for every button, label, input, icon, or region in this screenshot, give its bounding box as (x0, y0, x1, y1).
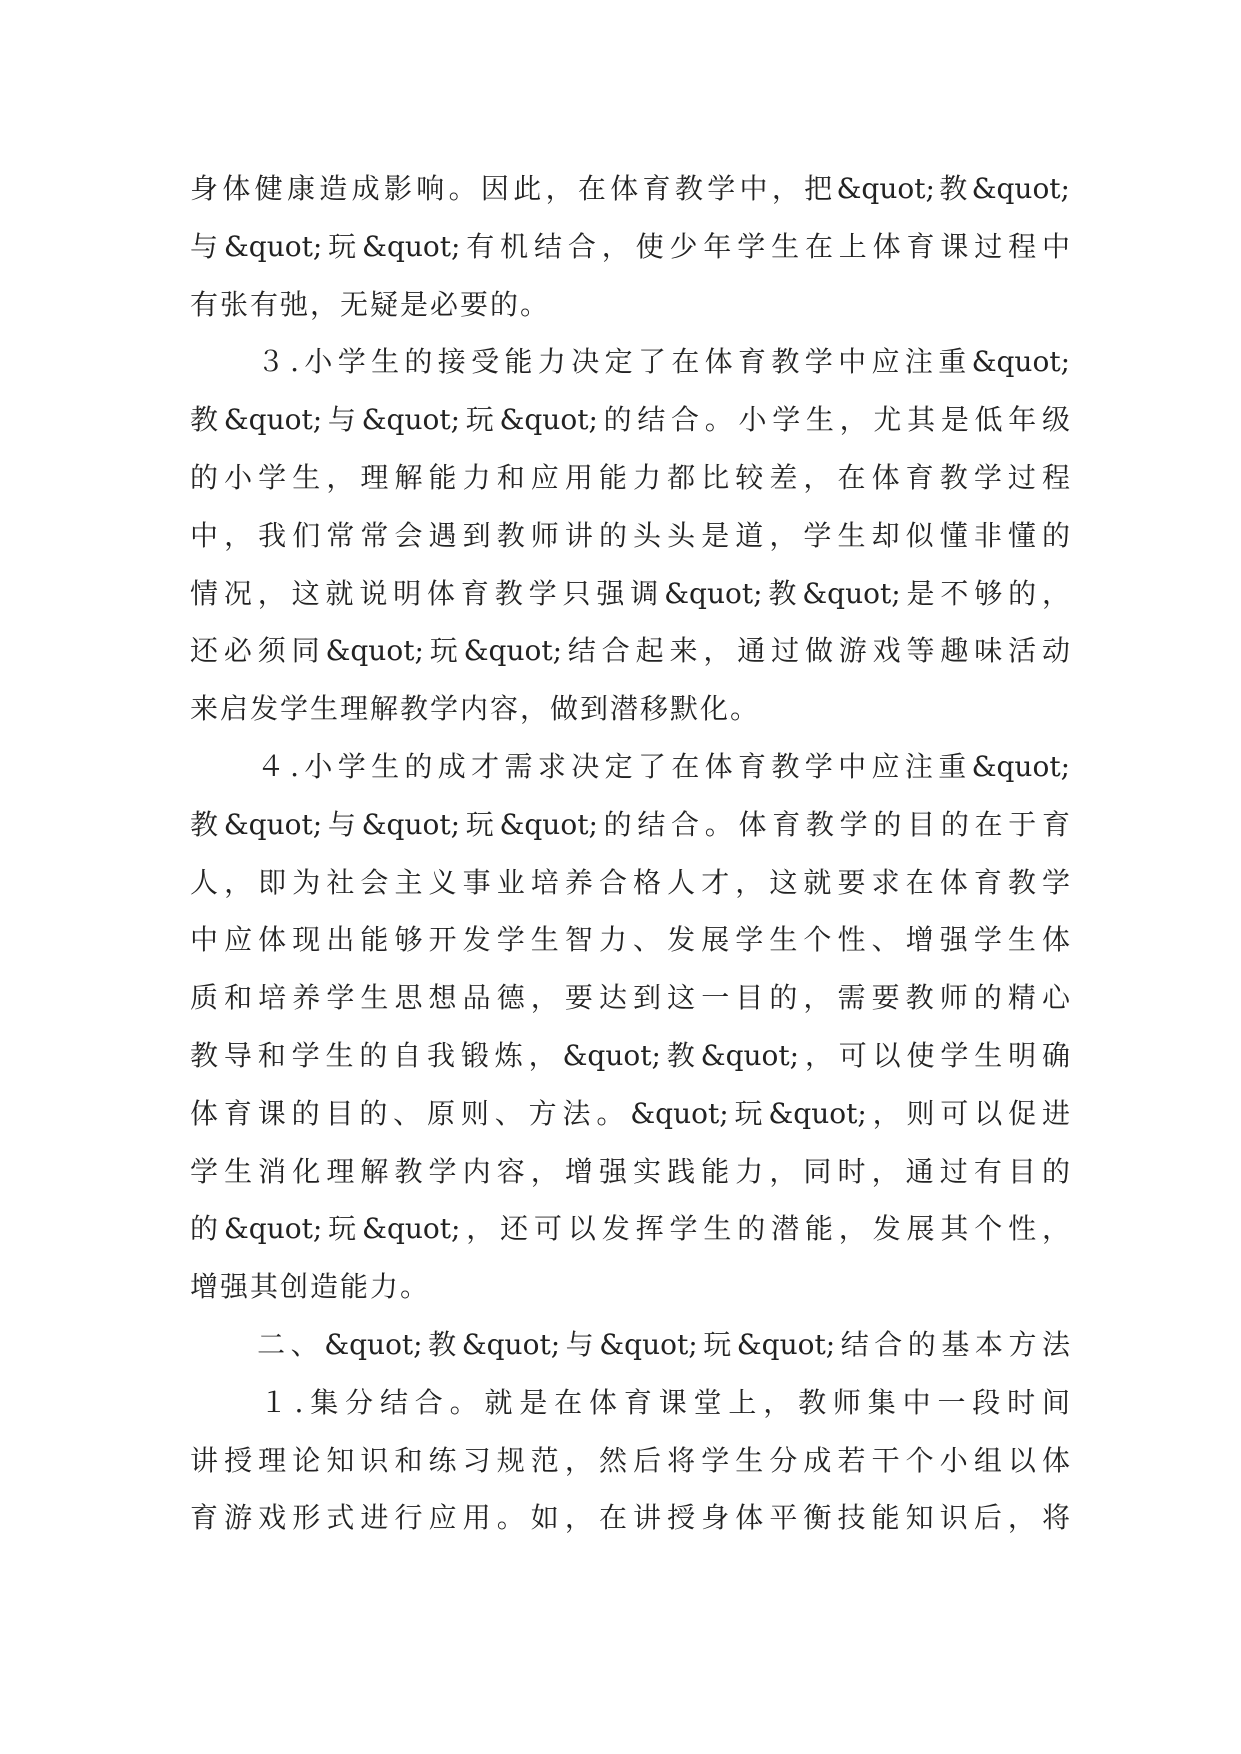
text-line: 教&quot;与&quot;玩&quot;的结合。小学生，尤其是低年级 (190, 403, 1070, 437)
text-line: 学生消化理解教学内容，增强实践能力，同时，通过有目的 (190, 1154, 1070, 1188)
text-line: 有张有弛，无疑是必要的。 (190, 287, 551, 321)
text-line: 育游戏形式进行应用。如，在讲授身体平衡技能知识后，将 (190, 1501, 1070, 1535)
text-line: 教导和学生的自我锻炼，&quot;教&quot;，可以使学生明确 (190, 1038, 1070, 1072)
text-line: 中应体现出能够开发学生智力、发展学生个性、增强学生体 (190, 923, 1070, 957)
text-line: 讲授理论知识和练习规范，然后将学生分成若干个小组以体 (190, 1443, 1070, 1477)
text-line: 中，我们常常会遇到教师讲的头头是道，学生却似懂非懂的 (190, 518, 1070, 552)
text-line: 来启发学生理解教学内容，做到潜移默化。 (190, 692, 761, 726)
text-line: 体育课的目的、原则、方法。&quot;玩&quot;，则可以促进 (190, 1096, 1070, 1130)
text-line: ３.小学生的接受能力决定了在体育教学中应注重&quot; (190, 345, 1070, 379)
text-line: 的小学生，理解能力和应用能力都比较差，在体育教学过程 (190, 460, 1070, 494)
text-line: 教&quot;与&quot;玩&quot;的结合。体育教学的目的在于育 (190, 807, 1070, 841)
text-line: 质和培养学生思想品德，要达到这一目的，需要教师的精心 (190, 981, 1070, 1015)
section-heading: 二、&quot;教&quot;与&quot;玩&quot;结合的基本方法 (190, 1327, 1070, 1361)
text-line: 增强其创造能力。 (190, 1270, 431, 1304)
text-line: 的&quot;玩&quot;，还可以发挥学生的潜能，发展其个性， (190, 1212, 1070, 1246)
text-line: 人，即为社会主义事业培养合格人才，这就要求在体育教学 (190, 865, 1070, 899)
text-line: 身体健康造成影响。因此，在体育教学中，把&quot;教&quot; (190, 172, 1070, 205)
text-line: 还必须同&quot;玩&quot;结合起来，通过做游戏等趣味活动 (190, 634, 1070, 668)
text-line: 与&quot;玩&quot;有机结合，使少年学生在上体育课过程中 (190, 229, 1070, 263)
text-line: 情况，这就说明体育教学只强调&quot;教&quot;是不够的， (190, 576, 1070, 610)
document-page (190, 160, 1070, 1547)
text-line: １.集分结合。就是在体育课堂上，教师集中一段时间 (190, 1385, 1070, 1419)
text-line: ４.小学生的成才需求决定了在体育教学中应注重&quot; (190, 749, 1070, 783)
